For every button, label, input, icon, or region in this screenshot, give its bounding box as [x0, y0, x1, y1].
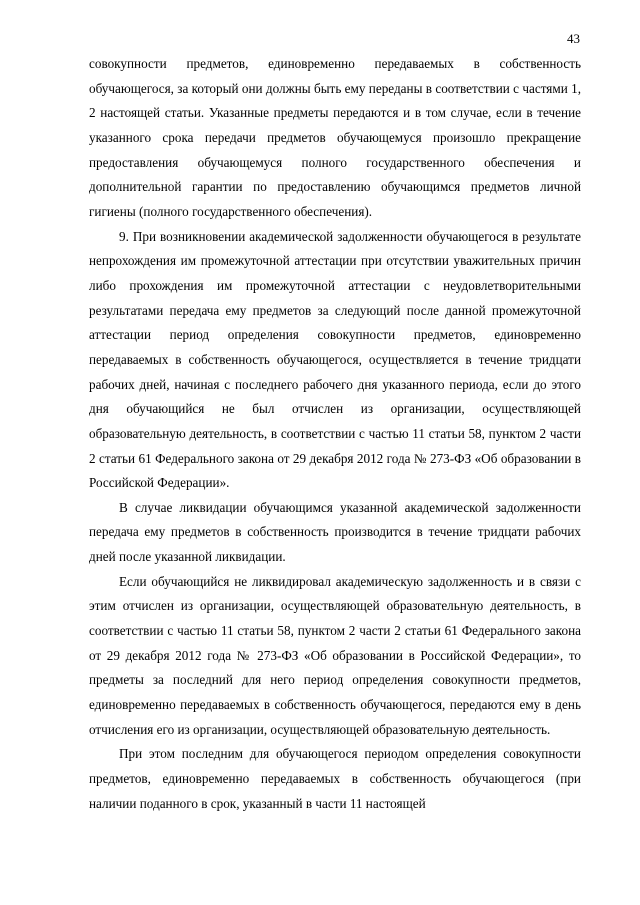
- paragraph: При этом последним для обучающегося периодом определения совокупности предметов, единовременно передаваемых в собственность обучающегося (при наличии поданного в срок, указанный в части 11 настоящей: [89, 746, 581, 811]
- page-number: 43: [567, 31, 580, 46]
- body-text: [89, 52, 581, 816]
- paragraph: В случае ликвидации обучающимся указанной академической задолженности передача ему предметов в собственность производится в течение тридцати рабочих дней после указанной ликвидации.: [89, 499, 581, 565]
- paragraph: совокупности предметов, единовременно передаваемых в собственность обучающегося, за который они должны быть ему переданы в соответствии с частями 1, 2 настоящей статьи. Указанные предметы передаются и в том случае, если в течение указанного срока передачи предметов обучающемуся произошло прекращение предоставления обучающемуся полного государственного обеспечения и дополнительной гарантии по предоставлению обучающимся предметов личной гигиены (полного государственного обеспечения).: [89, 56, 581, 219]
- paragraph: 9. При возникновении академической задолженности обучающегося в результате непрохождения им промежуточной аттестации при отсутствии уважительных причин либо прохождения им промежуточной аттестации с неудовлетворительными результатами передача ему предметов за следующий после данной промежуточной аттестации период определения совокупности предметов, единовременно передаваемых в собственность обучающегося, осуществляется в течение тридцати рабочих дней, начиная с последнего рабочего дня указанного периода, если до этого дня обучающийся не был отчислен из организации, осуществляющей образовательную деятельность, в соответствии с частью 11 статьи 58, пунктом 2 части 2 статьи 61 Федерального закона от 29 декабря 2012 года № 273-ФЗ «Об образовании в Российской Федерации».: [89, 228, 581, 491]
- paragraph: Если обучающийся не ликвидировал академическую задолженность и в связи с этим отчислен из организации, осуществляющей образовательную деятельность, в соответствии с частью 11 статьи 58, пунктом 2 части 2 статьи 61 Федерального закона от 29 декабря 2012 года № 273-ФЗ «Об образовании в Российской Федерации», то предметы за последний для него период определения совокупности предметов, единовременно передаваемых в собственность обучающегося, передаются ему в день отчисления его из организации, осуществляющей образовательную деятельность.: [89, 573, 581, 737]
